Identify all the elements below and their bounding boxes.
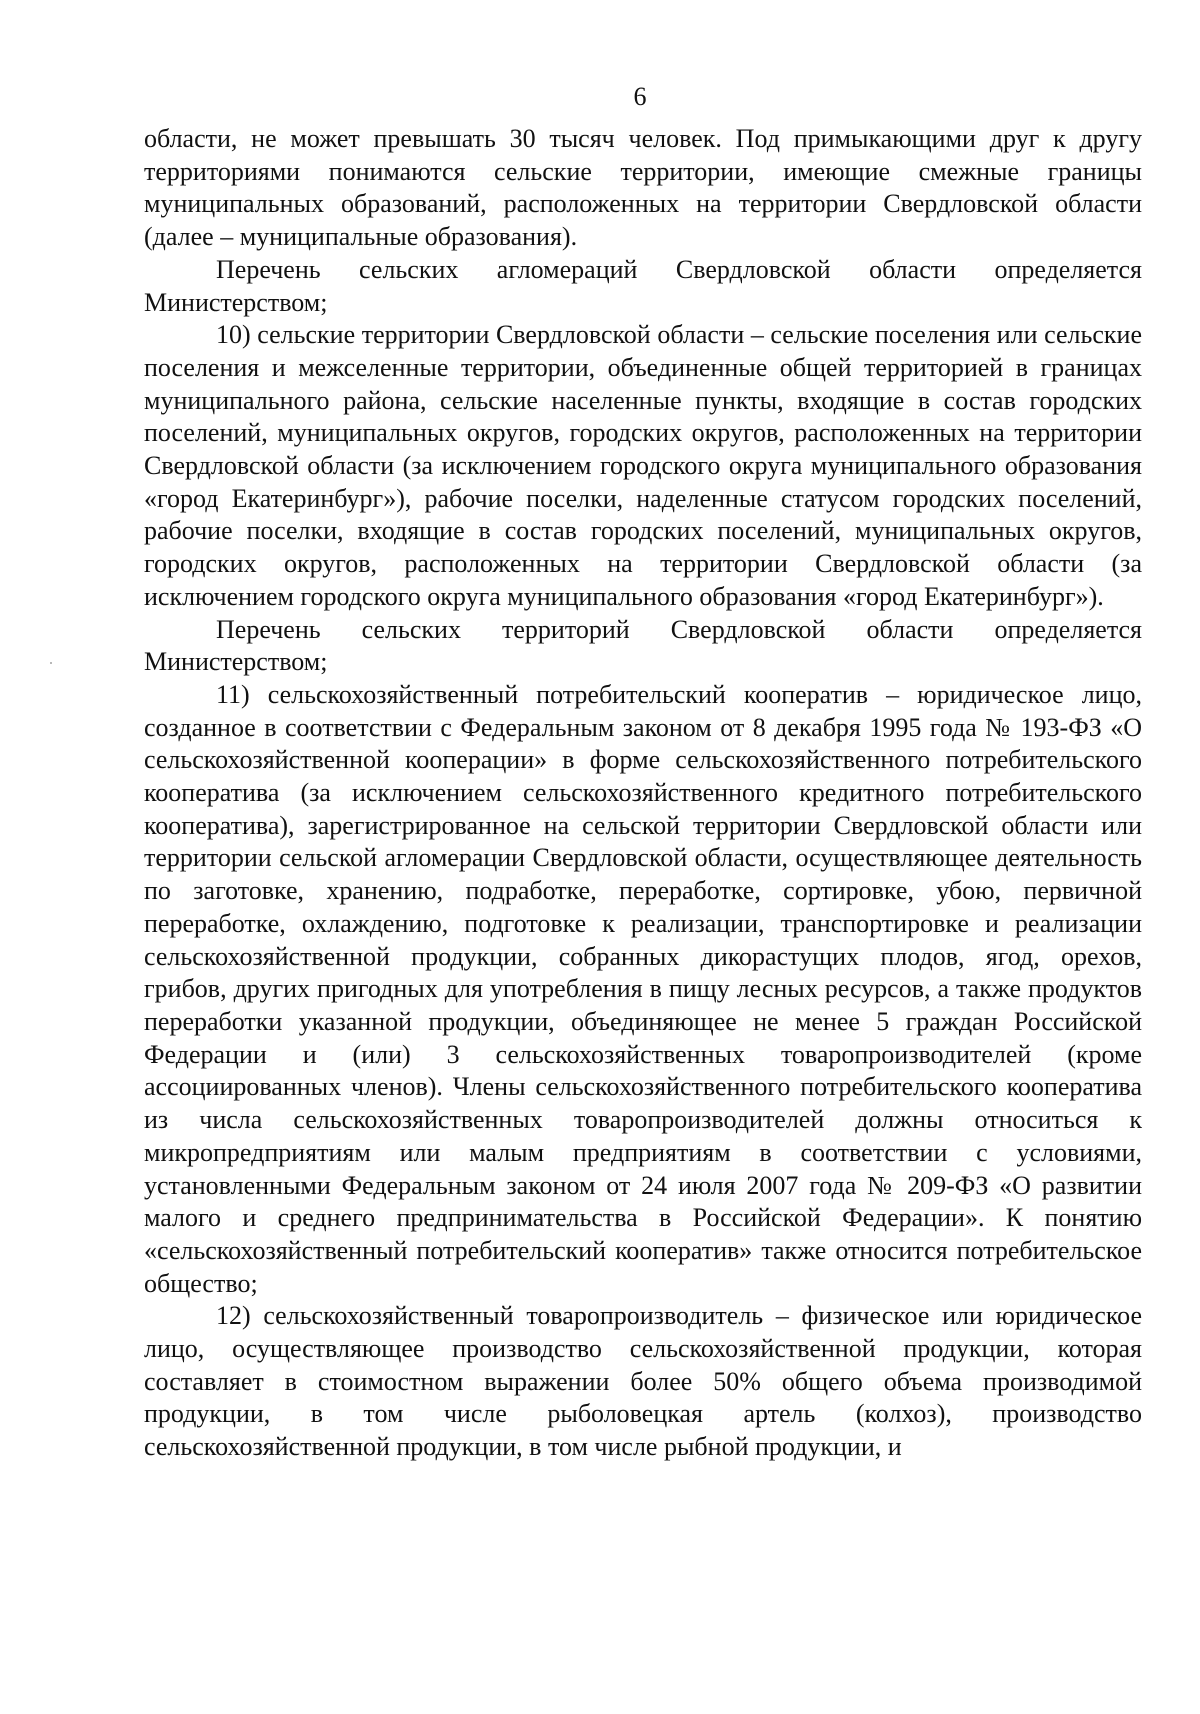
paragraph-continuation: области, не может превышать 30 тысяч человек. Под примыкающими друг к другу территориями понимаются сельские территории, имеющие смежные границы муниципальных образований, расположенных на территории Свердловской области (далее – муниципальные образования). (144, 124, 1142, 252)
paragraph-agglomerations-list: Перечень сельских агломераций Свердловской области определяется Министерством; (144, 254, 1142, 317)
paragraph-item-12: 12) сельскохозяйственный товаропроизводитель – физическое или юридическое лицо, осуществляющее производство сельскохозяйственной продукции, которая составляет в стоимостном выражении более 50% общего объема производимой продукции, в том числе рыболовецкая артель (колхоз), производство сельскохозяйственной продукции, в том числе рыбной продукции, и (144, 1301, 1142, 1462)
paragraph-item-10: 10) сельские территории Свердловской области – сельские поселения или сельские поселения и межселенные территории, объединенные общей территорией в границах муниципального района, сельские населенные пункты, входящие в состав городских поселений, муниципальных округов, городских округов, расположенных на территории Свердловской области (за исключением городского округа муниципального образования «город Екатеринбург»), рабочие поселки, наделенные статусом городских поселений, рабочие поселки, входящие в состав городских поселений, муниципальных округов, городских округов, расположенных на территории Свердловской области (за исключением городского округа муниципального образования «город Екатеринбург»). (144, 320, 1142, 611)
document-body (144, 123, 1142, 1464)
paragraph-item-11: 11) сельскохозяйственный потребительский кооператив – юридическое лицо, созданное в соответствии с Федеральным законом от 8 декабря 1995 года № 193-ФЗ «О сельскохозяйственной кооперации» в форме сельскохозяйственного потребительского кооператива (за исключением сельскохозяйственного кредитного потребительского кооператива), зарегистрированное на сельской территории Свердловской области или территории сельской агломерации Свердловской области, осуществляющее деятельность по заготовке, хранению, подработке, переработке, сортировке, убою, первичной переработке, охлаждению, подготовке к реализации, транспортировке и реализации сельскохозяйственной продукции, собранных дикорастущих плодов, ягод, орехов, грибов, других пригодных для употребления в пищу лесных ресурсов, а также продуктов переработки указанной продукции, объединяющее не менее 5 граждан Российской Федерации и (или) 3 сельскохозяйственных товаропроизводителей (кроме ассоциированных членов). Члены сельскохозяйственного потребительского кооператива из числа сельскохозяйственных товаропроизводителей должны относиться к микропредприятиям или малым предприятиям в соответствии с условиями, установленными Федеральным законом от 24 июля 2007 года № 209-ФЗ «О развитии малого и среднего предпринимательства в Российской Федерации». К понятию «сельскохозяйственный потребительский кооператив» также относится потребительское общество; (144, 679, 1142, 1298)
scan-artifact-dot (50, 662, 52, 664)
paragraph-territories-list: Перечень сельских территорий Свердловской области определяется Министерством; (144, 614, 1142, 677)
page-number: 6 (633, 82, 647, 111)
